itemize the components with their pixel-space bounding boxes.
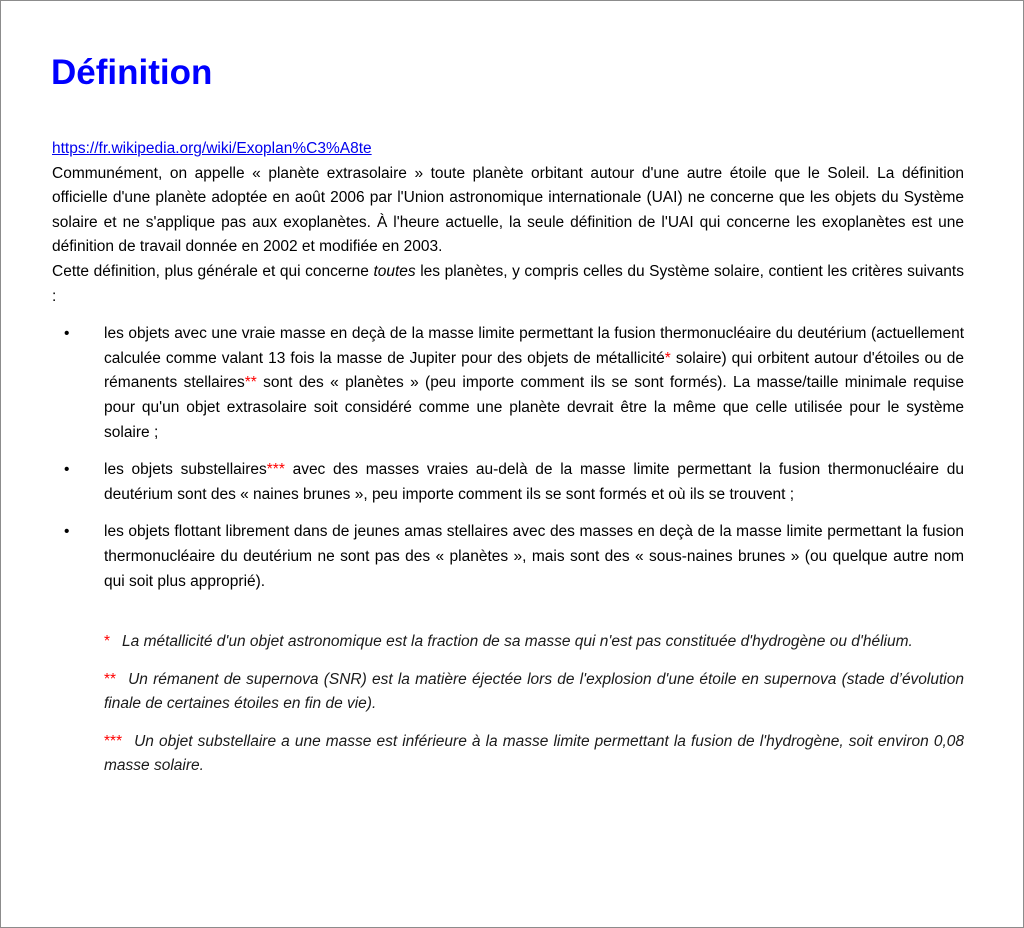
footnote <box>104 668 964 717</box>
list-item <box>52 322 964 445</box>
intro-paragraph: Communément, on appelle « planète extrasolaire » toute planète orbitant autour d'une autre étoile que le Soleil. La définition officielle d'une planète adoptée en août 2006 par l'Union astronomique internationale (UAI) ne concerne que les objets du Système solaire et ne s'applique pas aux exoplanètes. À l'heure actuelle, la seule définition de l'UAI qui concerne les exoplanètes est une définition de travail donnée en 2002 et modifiée en 2003. <box>52 164 964 256</box>
footnote-text: Un objet substellaire a une masse est inférieure à la masse limite permettant la fusion de l'hydrogène, soit environ 0,08 masse solaire. <box>104 732 964 775</box>
criterion-3-text: les objets flottant librement dans de jeunes amas stellaires avec des masses en deçà de la masse limite permettant la fusion thermonucléaire du deutérium ne sont pas des « planètes », mais sont des « sous-naines brunes » (ou quelque autre nom qui soit plus approprié). <box>104 523 964 590</box>
footnote-marker: * <box>104 633 111 651</box>
criteria-intro-text: Cette définition, plus générale et qui concerne <box>52 262 374 280</box>
criteria-intro-paragraph <box>52 260 964 309</box>
document-body <box>52 137 964 792</box>
footnote-marker: * <box>664 349 671 367</box>
footnote <box>104 630 964 655</box>
footnote-marker: ** <box>104 670 117 688</box>
criterion-1-text: les objets avec une vraie masse en deçà de la masse limite permettant la fusion thermonucléaire du deutérium (actuellement calculée comme valant 13 fois la masse de Jupiter pour des objets de métallicité <box>104 325 964 367</box>
bullet-icon: • <box>64 325 70 343</box>
list-item <box>52 520 964 594</box>
footnote-marker: *** <box>104 732 123 750</box>
footnotes <box>52 630 964 779</box>
criteria-intro-emphasis: toutes <box>373 262 416 280</box>
footnote-text: Un rémanent de supernova (SNR) est la matière éjectée lors de l'explosion d'une étoile en supernova (stade d’évolution finale de certaines étoiles en fin de vie). <box>104 670 964 713</box>
footnote-text: La métallicité d'un objet astronomique est la fraction de sa masse qui n'est pas constituée d'hydrogène ou d'hélium. <box>122 633 913 651</box>
list-item <box>52 458 964 507</box>
page-title: Définition <box>51 53 213 92</box>
criteria-intro-text-end: les planètes, y compris celles du Système solaire, contient les critères suivants : <box>52 262 964 305</box>
footnote <box>104 730 964 779</box>
criterion-2-text-end: avec des masses vraies au-delà de la masse limite permettant la fusion thermonucléaire du deutérium sont des « naines brunes », peu importe comment ils se sont formés et où ils se trouvent ; <box>104 461 964 503</box>
bullet-icon: • <box>64 461 70 479</box>
footnote-marker: ** <box>244 374 257 392</box>
criterion-1-text-end: sont des « planètes » (peu importe comment ils se sont formés). La masse/taille minimale requise pour qu'un objet extrasolaire soit considéré comme une planète devrait être la même que celle utilisée pour le système solaire ; <box>104 374 964 441</box>
criterion-2-text: les objets substellaires <box>104 461 267 479</box>
criteria-list <box>52 322 964 594</box>
criterion-1-text-continued: solaire) qui orbitent autour d'étoiles ou de rémanents stellaires <box>104 349 964 392</box>
bullet-icon: • <box>64 523 70 541</box>
footnote-marker: *** <box>266 461 285 479</box>
wikipedia-link[interactable]: https://fr.wikipedia.org/wiki/Exoplan%C3%A8te <box>52 140 372 157</box>
